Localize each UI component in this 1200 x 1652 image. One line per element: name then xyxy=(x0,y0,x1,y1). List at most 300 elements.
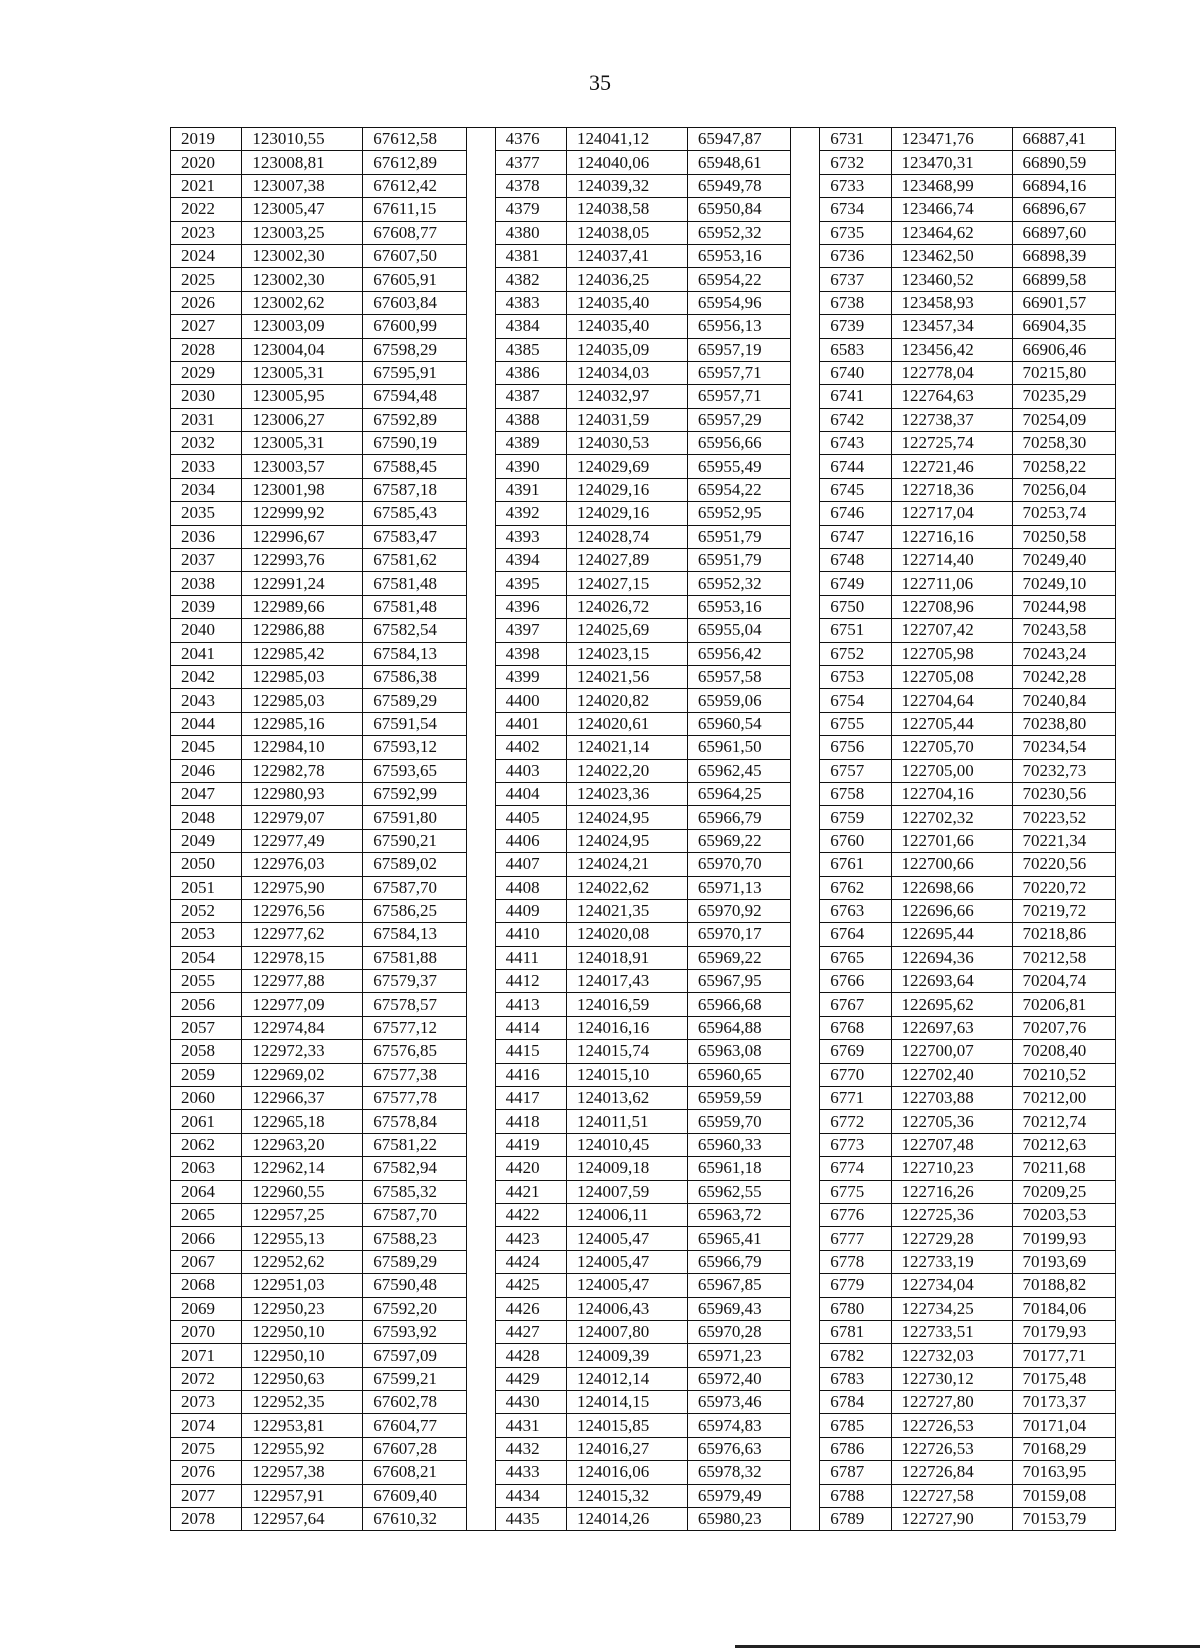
column-gap xyxy=(791,665,820,688)
table-cell-x-b: 124022,62 xyxy=(566,876,687,899)
table-cell-y-c: 70210,52 xyxy=(1012,1063,1116,1086)
column-gap xyxy=(791,268,820,291)
table-cell-x-c: 122702,40 xyxy=(891,1063,1012,1086)
table-cell-x-a: 122955,92 xyxy=(242,1437,363,1460)
table-cell-id-c: 6751 xyxy=(820,619,891,642)
table-cell-x-b: 124024,21 xyxy=(566,853,687,876)
table-cell-x-a: 122985,42 xyxy=(242,642,363,665)
table-cell-x-c: 122710,23 xyxy=(891,1157,1012,1180)
table-cell-id-b: 4405 xyxy=(495,806,566,829)
table-cell-x-b: 124022,20 xyxy=(566,759,687,782)
table-cell-y-b: 65960,54 xyxy=(687,712,790,735)
table-cell-y-c: 70242,28 xyxy=(1012,665,1116,688)
table-cell-y-c: 70184,06 xyxy=(1012,1297,1116,1320)
column-gap xyxy=(791,1016,820,1039)
table-cell-y-b: 65959,70 xyxy=(687,1110,790,1133)
column-gap xyxy=(791,1180,820,1203)
table-cell-y-c: 70221,34 xyxy=(1012,829,1116,852)
table-cell-id-c: 6740 xyxy=(820,361,891,384)
column-gap xyxy=(466,829,495,852)
table-cell-id-b: 4388 xyxy=(495,408,566,431)
column-gap xyxy=(466,361,495,384)
table-cell-y-a: 67577,38 xyxy=(363,1063,466,1086)
table-cell-y-c: 70220,56 xyxy=(1012,853,1116,876)
column-gap xyxy=(466,1461,495,1484)
table-cell-x-a: 122980,93 xyxy=(242,782,363,805)
table-cell-id-b: 4433 xyxy=(495,1461,566,1484)
column-gap xyxy=(791,853,820,876)
column-gap xyxy=(791,1110,820,1133)
table-cell-y-a: 67605,91 xyxy=(363,268,466,291)
table-cell-y-a: 67589,02 xyxy=(363,853,466,876)
table-cell-id-b: 4400 xyxy=(495,689,566,712)
table-cell-x-c: 122705,36 xyxy=(891,1110,1012,1133)
table-cell-x-b: 124035,09 xyxy=(566,338,687,361)
table-row xyxy=(171,1437,1116,1460)
column-gap xyxy=(466,268,495,291)
table-cell-y-c: 70254,09 xyxy=(1012,408,1116,431)
table-cell-x-a: 122976,03 xyxy=(242,853,363,876)
table-cell-x-c: 123466,74 xyxy=(891,198,1012,221)
table-cell-y-b: 65953,16 xyxy=(687,595,790,618)
column-gap xyxy=(466,993,495,1016)
table-cell-id-a: 2035 xyxy=(171,502,242,525)
table-cell-id-b: 4414 xyxy=(495,1016,566,1039)
table-cell-id-b: 4417 xyxy=(495,1087,566,1110)
table-row xyxy=(171,525,1116,548)
table-cell-id-c: 6738 xyxy=(820,291,891,314)
table-cell-y-a: 67599,21 xyxy=(363,1367,466,1390)
column-gap xyxy=(466,1250,495,1273)
table-cell-id-c: 6783 xyxy=(820,1367,891,1390)
table-cell-x-b: 124029,16 xyxy=(566,478,687,501)
column-gap xyxy=(466,1203,495,1226)
table-cell-y-a: 67607,50 xyxy=(363,244,466,267)
table-cell-y-b: 65967,85 xyxy=(687,1274,790,1297)
table-cell-x-a: 123001,98 xyxy=(242,478,363,501)
table-cell-y-b: 65957,29 xyxy=(687,408,790,431)
table-cell-id-a: 2048 xyxy=(171,806,242,829)
column-gap xyxy=(466,244,495,267)
table-cell-x-a: 123002,30 xyxy=(242,244,363,267)
table-cell-id-c: 6782 xyxy=(820,1344,891,1367)
table-cell-y-b: 65961,18 xyxy=(687,1157,790,1180)
table-cell-y-c: 70208,40 xyxy=(1012,1040,1116,1063)
table-cell-id-c: 6769 xyxy=(820,1040,891,1063)
table-cell-y-b: 65967,95 xyxy=(687,970,790,993)
column-gap xyxy=(466,595,495,618)
table-cell-x-a: 123003,25 xyxy=(242,221,363,244)
column-gap xyxy=(466,946,495,969)
table-cell-id-b: 4413 xyxy=(495,993,566,1016)
table-cell-id-b: 4383 xyxy=(495,291,566,314)
table-cell-id-c: 6786 xyxy=(820,1437,891,1460)
table-cell-x-b: 124020,82 xyxy=(566,689,687,712)
table-cell-id-b: 4377 xyxy=(495,151,566,174)
table-cell-x-a: 123008,81 xyxy=(242,151,363,174)
column-gap xyxy=(466,642,495,665)
table-cell-y-a: 67598,29 xyxy=(363,338,466,361)
table-cell-id-a: 2077 xyxy=(171,1484,242,1507)
table-cell-y-b: 65964,25 xyxy=(687,782,790,805)
table-cell-y-c: 66890,59 xyxy=(1012,151,1116,174)
column-gap xyxy=(466,1367,495,1390)
table-cell-id-a: 2059 xyxy=(171,1063,242,1086)
table-cell-x-b: 124037,41 xyxy=(566,244,687,267)
column-gap xyxy=(466,1087,495,1110)
table-row xyxy=(171,385,1116,408)
column-gap xyxy=(791,1040,820,1063)
table-cell-id-b: 4384 xyxy=(495,315,566,338)
table-cell-id-b: 4386 xyxy=(495,361,566,384)
table-cell-x-b: 124009,18 xyxy=(566,1157,687,1180)
table-cell-y-b: 65959,06 xyxy=(687,689,790,712)
table-cell-x-b: 124018,91 xyxy=(566,946,687,969)
table-cell-y-a: 67612,89 xyxy=(363,151,466,174)
table-cell-x-a: 122950,10 xyxy=(242,1344,363,1367)
column-gap xyxy=(466,1274,495,1297)
table-cell-y-a: 67608,77 xyxy=(363,221,466,244)
table-row xyxy=(171,665,1116,688)
table-cell-id-c: 6778 xyxy=(820,1250,891,1273)
table-cell-id-c: 6753 xyxy=(820,665,891,688)
column-gap xyxy=(466,385,495,408)
table-row xyxy=(171,1344,1116,1367)
table-cell-id-a: 2063 xyxy=(171,1157,242,1180)
table-cell-y-a: 67587,70 xyxy=(363,876,466,899)
table-cell-x-c: 122695,44 xyxy=(891,923,1012,946)
table-cell-id-c: 6788 xyxy=(820,1484,891,1507)
table-cell-x-c: 122764,63 xyxy=(891,385,1012,408)
table-cell-id-c: 6742 xyxy=(820,408,891,431)
column-gap xyxy=(466,338,495,361)
table-cell-id-c: 6736 xyxy=(820,244,891,267)
table-cell-y-a: 67612,58 xyxy=(363,128,466,151)
table-cell-id-a: 2033 xyxy=(171,455,242,478)
table-row xyxy=(171,619,1116,642)
table-cell-id-a: 2020 xyxy=(171,151,242,174)
table-cell-y-c: 70219,72 xyxy=(1012,899,1116,922)
table-cell-id-b: 4407 xyxy=(495,853,566,876)
table-cell-x-b: 124028,74 xyxy=(566,525,687,548)
table-cell-id-b: 4410 xyxy=(495,923,566,946)
table-cell-y-c: 70223,52 xyxy=(1012,806,1116,829)
table-cell-y-c: 70243,58 xyxy=(1012,619,1116,642)
table-cell-x-c: 122717,04 xyxy=(891,502,1012,525)
table-cell-id-b: 4435 xyxy=(495,1508,566,1531)
table-cell-x-a: 123005,31 xyxy=(242,432,363,455)
column-gap xyxy=(791,736,820,759)
table-row xyxy=(171,1063,1116,1086)
table-row xyxy=(171,1367,1116,1390)
table-cell-id-a: 2031 xyxy=(171,408,242,431)
table-row xyxy=(171,993,1116,1016)
table-cell-x-a: 123005,31 xyxy=(242,361,363,384)
table-cell-y-b: 65979,49 xyxy=(687,1484,790,1507)
table-cell-y-c: 70199,93 xyxy=(1012,1227,1116,1250)
table-cell-id-b: 4428 xyxy=(495,1344,566,1367)
table-cell-x-a: 122957,38 xyxy=(242,1461,363,1484)
table-cell-y-c: 70193,69 xyxy=(1012,1250,1116,1273)
table-cell-id-a: 2036 xyxy=(171,525,242,548)
table-cell-id-a: 2062 xyxy=(171,1133,242,1156)
table-cell-id-c: 6765 xyxy=(820,946,891,969)
table-cell-x-c: 122700,07 xyxy=(891,1040,1012,1063)
table-row xyxy=(171,338,1116,361)
table-cell-id-c: 6766 xyxy=(820,970,891,993)
table-cell-y-a: 67592,20 xyxy=(363,1297,466,1320)
table-cell-id-a: 2041 xyxy=(171,642,242,665)
table-cell-x-a: 122977,49 xyxy=(242,829,363,852)
table-cell-id-b: 4402 xyxy=(495,736,566,759)
table-cell-y-b: 65954,96 xyxy=(687,291,790,314)
table-cell-y-c: 66901,57 xyxy=(1012,291,1116,314)
table-cell-y-b: 65965,41 xyxy=(687,1227,790,1250)
table-row xyxy=(171,268,1116,291)
table-cell-x-b: 124034,03 xyxy=(566,361,687,384)
table-cell-x-c: 123468,99 xyxy=(891,174,1012,197)
table-cell-id-c: 6768 xyxy=(820,1016,891,1039)
table-cell-id-a: 2051 xyxy=(171,876,242,899)
table-cell-y-a: 67611,15 xyxy=(363,198,466,221)
table-cell-id-a: 2024 xyxy=(171,244,242,267)
column-gap xyxy=(466,478,495,501)
table-cell-x-a: 122966,37 xyxy=(242,1087,363,1110)
table-cell-id-c: 6773 xyxy=(820,1133,891,1156)
table-row xyxy=(171,244,1116,267)
table-cell-id-c: 6784 xyxy=(820,1391,891,1414)
table-cell-x-b: 124014,26 xyxy=(566,1508,687,1531)
table-cell-y-c: 70188,82 xyxy=(1012,1274,1116,1297)
table-cell-y-a: 67590,21 xyxy=(363,829,466,852)
table-cell-id-a: 2029 xyxy=(171,361,242,384)
table-cell-x-b: 124020,08 xyxy=(566,923,687,946)
table-cell-y-c: 70171,04 xyxy=(1012,1414,1116,1437)
column-gap xyxy=(466,712,495,735)
table-cell-y-a: 67592,99 xyxy=(363,782,466,805)
table-cell-x-c: 122716,26 xyxy=(891,1180,1012,1203)
table-cell-y-a: 67586,38 xyxy=(363,665,466,688)
table-cell-x-b: 124036,25 xyxy=(566,268,687,291)
table-cell-y-c: 70211,68 xyxy=(1012,1157,1116,1180)
table-cell-id-b: 4385 xyxy=(495,338,566,361)
table-cell-y-a: 67588,23 xyxy=(363,1227,466,1250)
table-cell-y-b: 65957,19 xyxy=(687,338,790,361)
table-cell-y-c: 70243,24 xyxy=(1012,642,1116,665)
table-cell-id-b: 4406 xyxy=(495,829,566,852)
table-cell-y-c: 70218,86 xyxy=(1012,923,1116,946)
column-gap xyxy=(791,1297,820,1320)
column-gap xyxy=(791,315,820,338)
table-cell-id-c: 6763 xyxy=(820,899,891,922)
table-cell-x-b: 124015,32 xyxy=(566,1484,687,1507)
table-cell-x-c: 122730,12 xyxy=(891,1367,1012,1390)
table-row xyxy=(171,572,1116,595)
table-cell-id-a: 2076 xyxy=(171,1461,242,1484)
table-cell-y-a: 67609,40 xyxy=(363,1484,466,1507)
table-row xyxy=(171,549,1116,572)
table-cell-y-c: 66887,41 xyxy=(1012,128,1116,151)
table-cell-y-a: 67593,92 xyxy=(363,1320,466,1343)
table-cell-y-a: 67587,70 xyxy=(363,1203,466,1226)
table-cell-x-a: 122950,10 xyxy=(242,1320,363,1343)
table-row xyxy=(171,595,1116,618)
table-row xyxy=(171,1016,1116,1039)
column-gap xyxy=(791,1391,820,1414)
column-gap xyxy=(791,361,820,384)
column-gap xyxy=(466,1414,495,1437)
table-cell-id-a: 2078 xyxy=(171,1508,242,1531)
table-cell-y-a: 67593,12 xyxy=(363,736,466,759)
column-gap xyxy=(466,221,495,244)
table-cell-x-b: 124006,43 xyxy=(566,1297,687,1320)
table-cell-x-b: 124007,80 xyxy=(566,1320,687,1343)
table-cell-y-b: 65973,46 xyxy=(687,1391,790,1414)
table-cell-id-c: 6754 xyxy=(820,689,891,712)
table-cell-id-c: 6780 xyxy=(820,1297,891,1320)
table-cell-x-a: 122972,33 xyxy=(242,1040,363,1063)
table-cell-id-a: 2073 xyxy=(171,1391,242,1414)
table-cell-id-a: 2050 xyxy=(171,853,242,876)
table-cell-y-b: 65966,79 xyxy=(687,806,790,829)
table-cell-id-a: 2022 xyxy=(171,198,242,221)
table-cell-x-b: 124029,69 xyxy=(566,455,687,478)
column-gap xyxy=(466,923,495,946)
table-cell-y-b: 65956,66 xyxy=(687,432,790,455)
table-cell-y-b: 65962,45 xyxy=(687,759,790,782)
table-cell-y-a: 67590,19 xyxy=(363,432,466,455)
table-cell-x-b: 124021,56 xyxy=(566,665,687,688)
table-cell-id-c: 6741 xyxy=(820,385,891,408)
table-cell-id-b: 4409 xyxy=(495,899,566,922)
table-cell-id-c: 6737 xyxy=(820,268,891,291)
column-gap xyxy=(791,151,820,174)
table-cell-y-b: 65953,16 xyxy=(687,244,790,267)
table-cell-id-b: 4379 xyxy=(495,198,566,221)
table-cell-id-a: 2056 xyxy=(171,993,242,1016)
column-gap xyxy=(466,1391,495,1414)
table-cell-y-b: 65956,13 xyxy=(687,315,790,338)
table-cell-x-a: 123002,62 xyxy=(242,291,363,314)
table-cell-x-b: 124021,35 xyxy=(566,899,687,922)
table-cell-y-b: 65955,04 xyxy=(687,619,790,642)
table-cell-id-a: 2021 xyxy=(171,174,242,197)
table-cell-id-a: 2058 xyxy=(171,1040,242,1063)
table-cell-y-c: 70238,80 xyxy=(1012,712,1116,735)
table-cell-id-b: 4382 xyxy=(495,268,566,291)
table-cell-x-b: 124016,06 xyxy=(566,1461,687,1484)
table-cell-y-c: 70258,22 xyxy=(1012,455,1116,478)
table-cell-y-c: 66906,46 xyxy=(1012,338,1116,361)
table-cell-x-c: 123456,42 xyxy=(891,338,1012,361)
table-cell-id-c: 6759 xyxy=(820,806,891,829)
table-cell-y-a: 67602,78 xyxy=(363,1391,466,1414)
column-gap xyxy=(791,806,820,829)
table-cell-x-b: 124005,47 xyxy=(566,1227,687,1250)
table-cell-x-c: 122705,00 xyxy=(891,759,1012,782)
table-row xyxy=(171,712,1116,735)
column-gap xyxy=(791,1227,820,1250)
table-row xyxy=(171,432,1116,455)
column-gap xyxy=(791,1250,820,1273)
table-cell-y-c: 70177,71 xyxy=(1012,1344,1116,1367)
table-cell-y-c: 70212,74 xyxy=(1012,1110,1116,1133)
table-cell-y-b: 65948,61 xyxy=(687,151,790,174)
table-cell-x-b: 124029,16 xyxy=(566,502,687,525)
table-cell-id-b: 4401 xyxy=(495,712,566,735)
column-gap xyxy=(791,1063,820,1086)
column-gap xyxy=(791,1484,820,1507)
table-cell-id-c: 6785 xyxy=(820,1414,891,1437)
table-cell-y-b: 65978,32 xyxy=(687,1461,790,1484)
table-cell-id-a: 2074 xyxy=(171,1414,242,1437)
column-gap xyxy=(791,385,820,408)
table-row xyxy=(171,1274,1116,1297)
table-cell-id-b: 4427 xyxy=(495,1320,566,1343)
table-cell-id-a: 2043 xyxy=(171,689,242,712)
table-row xyxy=(171,806,1116,829)
column-gap xyxy=(791,432,820,455)
table-cell-x-c: 122718,36 xyxy=(891,478,1012,501)
column-gap xyxy=(791,1157,820,1180)
table-cell-y-c: 66904,35 xyxy=(1012,315,1116,338)
table-cell-x-a: 123003,09 xyxy=(242,315,363,338)
table-cell-x-a: 122996,67 xyxy=(242,525,363,548)
table-cell-y-b: 65969,43 xyxy=(687,1297,790,1320)
column-gap xyxy=(466,1344,495,1367)
table-cell-id-a: 2023 xyxy=(171,221,242,244)
table-cell-x-c: 122716,16 xyxy=(891,525,1012,548)
page-number: 35 xyxy=(589,70,611,95)
table-cell-id-c: 6739 xyxy=(820,315,891,338)
table-cell-x-c: 122714,40 xyxy=(891,549,1012,572)
table-row xyxy=(171,1203,1116,1226)
table-cell-y-c: 70212,00 xyxy=(1012,1087,1116,1110)
table-cell-x-a: 122952,62 xyxy=(242,1250,363,1273)
column-gap xyxy=(791,876,820,899)
table-cell-x-b: 124030,53 xyxy=(566,432,687,455)
table-cell-y-a: 67581,88 xyxy=(363,946,466,969)
table-cell-x-c: 122700,66 xyxy=(891,853,1012,876)
table-row xyxy=(171,899,1116,922)
table-cell-y-b: 65957,71 xyxy=(687,385,790,408)
column-gap xyxy=(466,1508,495,1531)
table-row xyxy=(171,829,1116,852)
table-cell-y-b: 65951,79 xyxy=(687,525,790,548)
table-cell-y-a: 67597,09 xyxy=(363,1344,466,1367)
table-cell-id-b: 4429 xyxy=(495,1367,566,1390)
table-cell-y-a: 67592,89 xyxy=(363,408,466,431)
column-gap xyxy=(466,759,495,782)
table-cell-x-a: 122950,63 xyxy=(242,1367,363,1390)
column-gap xyxy=(791,1344,820,1367)
table-cell-id-c: 6758 xyxy=(820,782,891,805)
table-cell-x-a: 122962,14 xyxy=(242,1157,363,1180)
table-cell-id-a: 2052 xyxy=(171,899,242,922)
table-cell-y-c: 66896,67 xyxy=(1012,198,1116,221)
table-cell-id-b: 4380 xyxy=(495,221,566,244)
table-cell-id-c: 6583 xyxy=(820,338,891,361)
table-cell-id-a: 2027 xyxy=(171,315,242,338)
table-cell-y-b: 65970,28 xyxy=(687,1320,790,1343)
table-row xyxy=(171,759,1116,782)
table-cell-id-b: 4423 xyxy=(495,1227,566,1250)
table-cell-x-c: 122701,66 xyxy=(891,829,1012,852)
table-cell-id-b: 4408 xyxy=(495,876,566,899)
table-cell-x-b: 124024,95 xyxy=(566,806,687,829)
table-cell-id-c: 6775 xyxy=(820,1180,891,1203)
table-cell-y-b: 65974,83 xyxy=(687,1414,790,1437)
